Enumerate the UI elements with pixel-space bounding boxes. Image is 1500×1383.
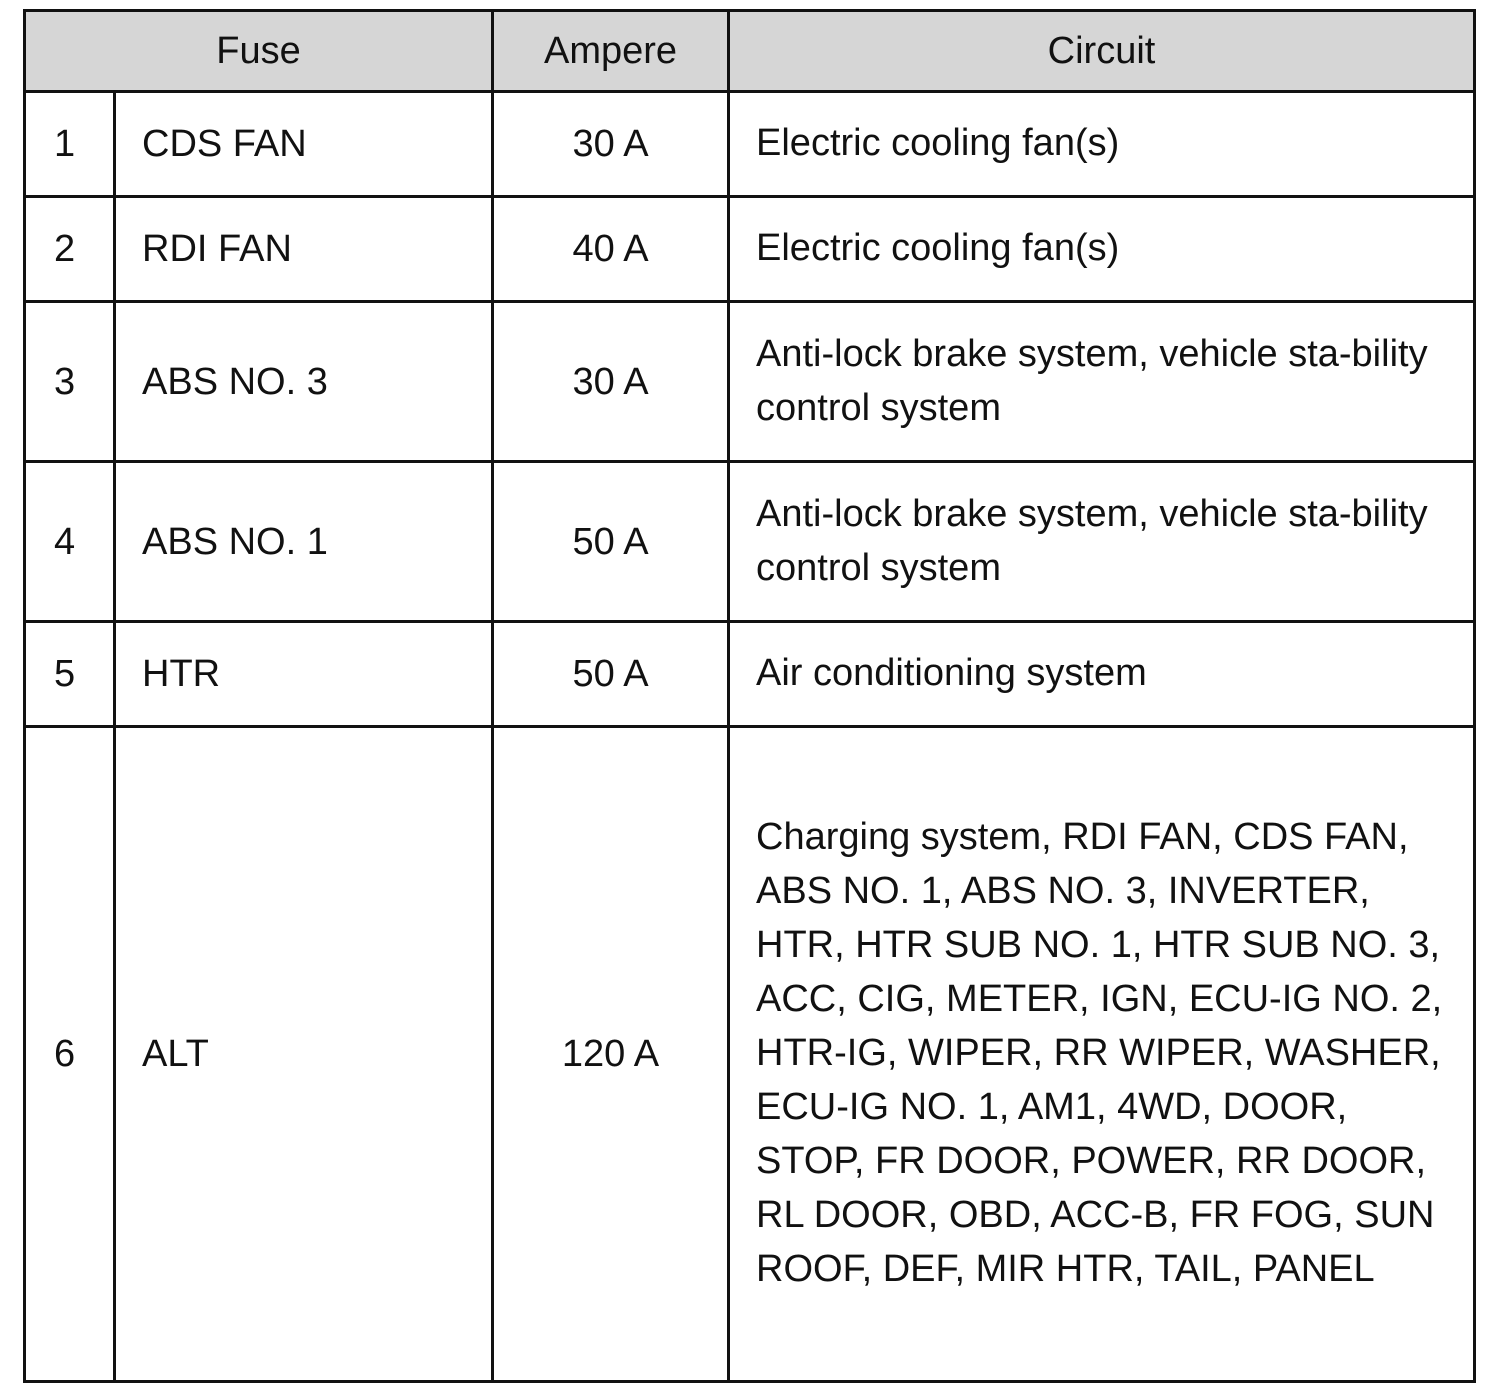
header-row <box>25 11 1475 92</box>
fuse-name: ABS NO. 1 <box>115 462 493 622</box>
fuse-number: 1 <box>25 92 115 197</box>
fuse-header: Fuse <box>25 11 493 92</box>
table-row <box>25 622 1475 727</box>
circuit-header: Circuit <box>729 11 1475 92</box>
fuse-ampere: 40 A <box>493 197 729 302</box>
fuse-circuit: Electric cooling fan(s) <box>729 197 1475 302</box>
fuse-ampere: 120 A <box>493 727 729 1382</box>
fuse-circuit: Electric cooling fan(s) <box>729 92 1475 197</box>
fuse-name: CDS FAN <box>115 92 493 197</box>
fuse-ampere: 50 A <box>493 462 729 622</box>
fuse-table <box>23 9 1476 1383</box>
fuse-number: 4 <box>25 462 115 622</box>
fuse-number: 6 <box>25 727 115 1382</box>
fuse-ampere: 30 A <box>493 92 729 197</box>
fuse-circuit: Anti-lock brake system, vehicle sta-bility control system <box>729 302 1475 462</box>
fuse-name: ABS NO. 3 <box>115 302 493 462</box>
fuse-ampere: 50 A <box>493 622 729 727</box>
table-row <box>25 727 1475 1382</box>
table-row <box>25 92 1475 197</box>
fuse-number: 3 <box>25 302 115 462</box>
fuse-circuit: Charging system, RDI FAN, CDS FAN, ABS NO. 1, ABS NO. 3, INVERTER, HTR, HTR SUB NO. 1, HTR SUB NO. 3, ACC, CIG, METER, IGN, ECU-IG NO. 2, HTR-IG, WIPER, RR WIPER, WASHER, ECU-IG NO. 1, AM1, 4WD, DOOR, STOP, FR DOOR, POWER, RR DOOR, RL DOOR, OBD, ACC-B, FR FOG, SUN ROOF, DEF, MIR HTR, TAIL, PANEL <box>729 727 1475 1382</box>
table-row <box>25 197 1475 302</box>
fuse-circuit: Anti-lock brake system, vehicle sta-bility control system <box>729 462 1475 622</box>
table-row <box>25 302 1475 462</box>
fuse-name: ALT <box>115 727 493 1382</box>
ampere-header: Ampere <box>493 11 729 92</box>
table-row <box>25 462 1475 622</box>
fuse-name: RDI FAN <box>115 197 493 302</box>
fuse-number: 5 <box>25 622 115 727</box>
fuse-name: HTR <box>115 622 493 727</box>
fuse-circuit: Air conditioning system <box>729 622 1475 727</box>
fuse-ampere: 30 A <box>493 302 729 462</box>
fuse-number: 2 <box>25 197 115 302</box>
